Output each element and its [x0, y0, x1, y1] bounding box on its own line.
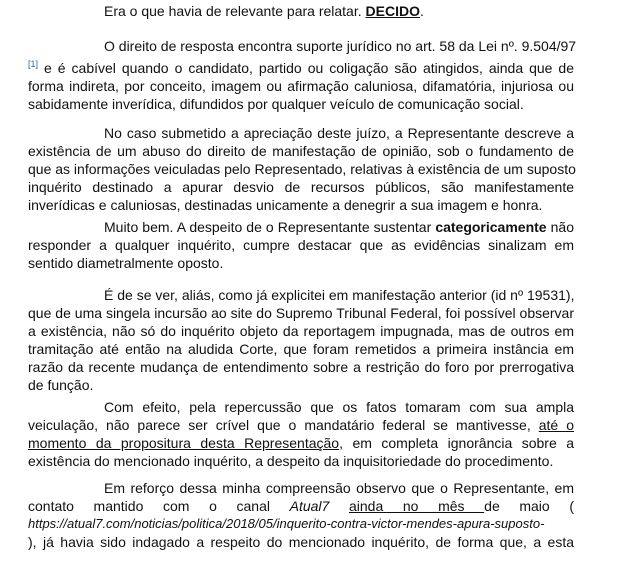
emphasis-categoricamente: categoricamente: [435, 219, 547, 235]
line: [1] e é cabível quando o candidato, partido ou coligação são atingidos, ainda que de: [28, 59, 574, 76]
line: sabidamente inverídica, difundidos por qualquer veículo de comunicação social.: [28, 96, 524, 112]
line: inquérito destinado a apurar desvio de recursos públicos, são manifestamente: [28, 179, 574, 195]
line: inverídicas e caluniosas, destinadas unicamente a denegrir a sua imagem e honra.: [28, 197, 543, 213]
line: O direito de resposta encontra suporte jurídico no art. 58 da Lei nº. 9.504/97: [104, 38, 577, 54]
channel-name: Atual7: [289, 498, 330, 514]
line: Em reforço dessa minha compreensão observo que o Representante, em: [104, 480, 574, 496]
footnote-link[interactable]: [1]: [28, 59, 39, 69]
line: No caso submetido a apreciação deste juízo, a Representante descreve a: [104, 125, 574, 141]
line: forma indireta, por conceito, imagem ou afirmação caluniosa, difamatória, injuriosa ou: [28, 78, 574, 94]
underlined-text: ainda no mês: [348, 498, 485, 514]
line: Com efeito, pela repercussão que os fatos tomaram com sua ampla: [104, 399, 574, 415]
paragraph-direito-resposta: [28, 37, 577, 113]
paragraph-muito-bem: [28, 218, 574, 272]
line: que as informações veiculadas pelo Representado, relativas à existência de um suposto: [28, 161, 576, 177]
line: a existência, não só do inquérito objeto da reportagem impugnada, mas de outros em: [28, 323, 574, 339]
line: existência do mencionado inquérito, a despeito da inquisitoriedade do procedimento.: [28, 453, 554, 469]
line: tramitação até então na aludida Corte, que foram remetidos a primeira instância em: [28, 341, 574, 357]
line: momento da propositura desta Representação, em completa ignorância sobre a: [28, 435, 575, 451]
line: de função.: [28, 377, 94, 393]
line: ), já havia sido indagado a respeito do mencionado inquérito, de forma que, a esta: [28, 534, 574, 550]
paragraph-caso: [28, 124, 574, 214]
line: contato mantido com o canal Atual7 ainda no mês de maio (: [28, 498, 575, 514]
paragraph-relatorio: [28, 2, 574, 20]
line: responder a qualquer inquérito, cumpre destacar que as evidências sinalizam em: [28, 237, 574, 253]
line: sentido diametralmente oposto.: [28, 255, 224, 271]
line: veiculação, não parece ser crível que o mandatário federal se mantivesse, até o: [28, 417, 574, 433]
paragraph-com-efeito: [28, 398, 574, 470]
decido-label: DECIDO: [365, 3, 420, 19]
paragraph-e-de-se-ver: [28, 286, 574, 394]
underlined-text: momento da propositura desta Representação: [28, 435, 340, 451]
line: que de uma singela incursão ao site do Supremo Tribunal Federal, foi possível observar: [28, 305, 574, 321]
source-url[interactable]: https://atual7.com/noticias/politica/2018/05/inquerito-contra-victor-mendes-apura-suposto-: [28, 516, 545, 531]
line: existência de um abuso do direito de manifestação de opinião, sob o fundamento de: [28, 143, 574, 159]
paragraph-em-reforco: [28, 479, 574, 551]
line: razão da recente mudança de entendimento sobre a restrição do foro por prerrogativa: [28, 359, 574, 375]
line: É de se ver, aliás, como já explicitei em manifestação anterior (id nº 19531),: [104, 287, 575, 303]
line: Muito bem. A despeito de o Representante sustentar categoricamente não: [104, 219, 575, 235]
underlined-text: até o: [538, 417, 574, 433]
line: Era o que havia de relevante para relatar. DECIDO.: [104, 3, 424, 19]
